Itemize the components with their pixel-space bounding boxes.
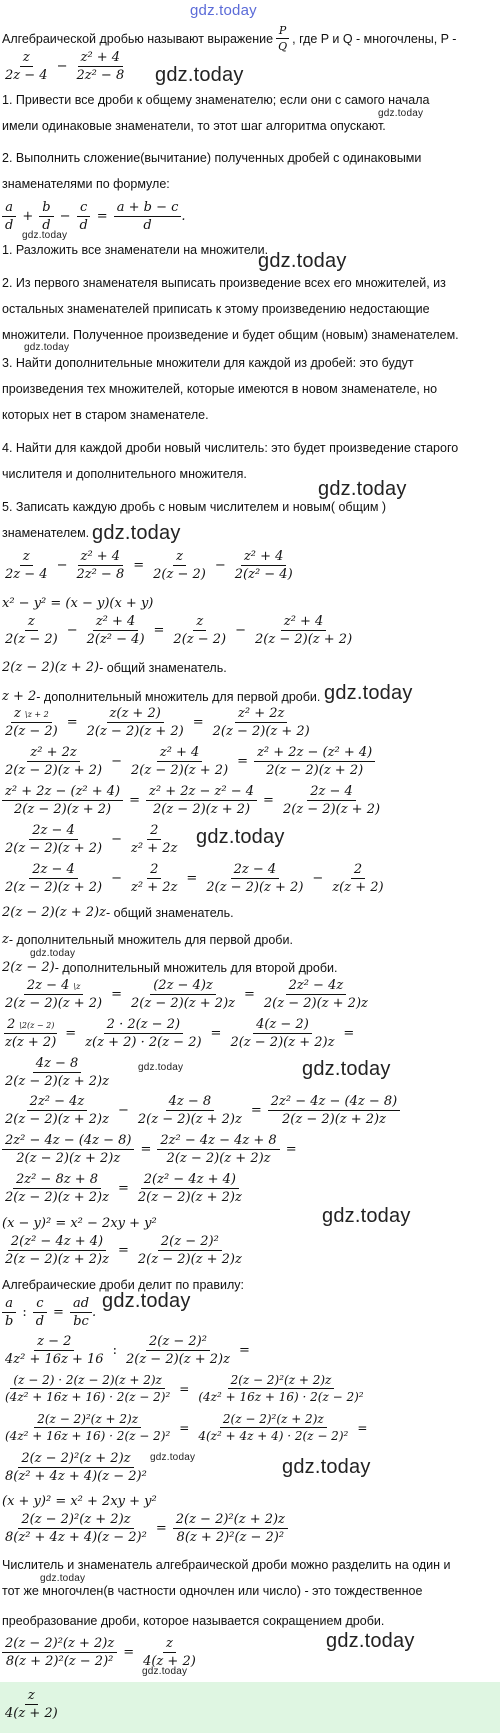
equation-13: $\frac{\text{2z² − 8z + 8}}{2(z - 2)(z + 2)z}$ = $\frac{\text{2(z² − 4z + 4)}}{2(z - 2)(z + 2)z}$ xyxy=(5,1172,242,1205)
sub5-line1: 5. Записать каждую дробь с новым числителем и новым( общим ) xyxy=(2,500,387,514)
watermark-small: gdz.today xyxy=(22,230,68,241)
equation-14: $\frac{\text{2(z² − 4z + 4)}}{2(z - 2)(z + 2)z}$ = $\frac{\text{2(z − 2)²}}{2(z - 2)(z + 2)z}$ xyxy=(5,1234,242,1267)
square-of-difference: (x − y)² = x² − 2xy + y² xyxy=(2,1216,157,1231)
equation-12: $\frac{\text{2z² − 4z − (4z − 8)}}{2(z - 2)(z + 2)z}$ = $\frac{\text{2z² − 4z − 4z + 8}}{2(z - 2)(z + 2)z}$ = xyxy=(2,1133,303,1166)
equation-8: $\frac{2z - 4 \backslash z}{2(z - 2)(z + 2)}$ = $\frac{(2z - 4)z}{2(z - 2)(z + 2)z}$ = $\frac{\text{2z² − 4z}}{2(z - 2)(z + 2)z}$ xyxy=(5,978,368,1011)
equation-5: $\frac{\text{z² + 2z − (z² + 4)}}{2(z - 2)(z + 2)}$ = $\frac{\text{z² + 2z − z² − 4}}{2(z - 2)(z + 2)}$ = $\frac{2z - 4}{2(z - 2)(z + 2)}$ xyxy=(2,784,383,817)
watermark: gdz.today xyxy=(324,682,413,704)
watermark: gdz.today xyxy=(302,1058,391,1080)
equation-9: $\frac{2 \backslash 2(z - 2)}{z(z + 2)}$ = $\frac{2 \cdot 2(z - 2)}{z(z + 2) \cdot 2(z - 2)}$ = $\frac{4(z - 2)}{2(z - 2)(z + 2)z}$ = xyxy=(5,1017,355,1050)
equation-17: $\frac{\text{2(z − 2)²(z + 2)z}}{\text{(4z² + 16z + 16) · 2(z − 2)²}}$ = $\frac{\text{2(z − 2)²(z + 2)z}}{\text{4(z² + 4z + 4) · 2(z − 2)²}}$ = xyxy=(5,1412,368,1443)
reduce-line1: Числитель и знаменатель алгебраической дроби можно разделить на один и xyxy=(2,1558,451,1572)
add-formula: $\frac{a}{d}$ + $\frac{b}{d}$ − $\frac{c}{d}$ = $\frac{a + b - c}{d}$ . xyxy=(2,200,186,233)
division-formula: $\frac{a}{b}$ : $\frac{c}{d}$ = $\frac{ad}{bc}$ . xyxy=(2,1296,96,1329)
equation-6: $\frac{2z - 4}{2(z - 2)(z + 2)}$ − $\frac{2}{\text{z² + 2z}}$ xyxy=(5,823,178,856)
sub3-line1: 3. Найти дополнительные множители для каждой из дробей: это будут xyxy=(2,356,414,370)
watermark: gdz.today xyxy=(258,250,347,272)
watermark-small: gdz.today xyxy=(150,1452,196,1463)
common-denominator-2: 2(z − 2)(z + 2)z - общий знаменатель. xyxy=(2,905,234,920)
watermark-small: gdz.today xyxy=(30,948,76,959)
reduce-line3: преобразование дроби, которое называется сокращением дроби. xyxy=(2,1614,385,1628)
watermark: gdz.today xyxy=(155,64,244,86)
watermark-small: gdz.today xyxy=(24,342,70,353)
sub3-line2: произведения тех множителей, которые имеются в новом знаменателе, но xyxy=(2,382,438,396)
watermark-small: gdz.today xyxy=(142,1666,188,1677)
equation-10: $\frac{4z - 8}{2(z - 2)(z + 2)z}$ xyxy=(5,1056,109,1089)
reduce-line2: тот же многочлен(в частности одночлен или число) - это тождественное xyxy=(2,1584,423,1598)
equation-11: $\frac{\text{2z² − 4z}}{2(z - 2)(z + 2)z}$ − $\frac{4z - 8}{2(z - 2)(z + 2)z}$ = $\frac{\text{2z² − 4z − (4z − 8)}}{2(z - 2)(z + 2)z}$ xyxy=(2,1094,400,1127)
answer: $\frac{z}{4(z + 2)}$ xyxy=(5,1688,58,1721)
sub4-line1: 4. Найти для каждой дроби новый числитель: это будет произведение старого xyxy=(2,441,459,455)
diff-of-squares: x² − y² = (x − y)(x + y) xyxy=(2,596,154,611)
step1-line2: имели одинаковые знаменатели, то этот шаг алгоритма опускают. xyxy=(2,119,386,133)
sub5-line2: знаменателем. xyxy=(2,526,90,540)
equation-20: $\frac{\text{2(z − 2)²(z + 2)z}}{\text{8(z + 2)²(z − 2)²}}$ = $\frac{z}{4(z + 2)}$ xyxy=(2,1636,199,1669)
step2-line1: 2. Выполнить сложение(вычитание) полученных дробей с одинаковыми xyxy=(2,151,422,165)
intro-fraction: $\frac{P}{Q}$ xyxy=(275,24,290,53)
equation-2: $\frac{z}{2(z - 2)}$ − $\frac{\text{z² + 4}}{\text{2(z² − 4)}}$ = $\frac{z}{2(z - 2)}$ − $\frac{\text{z² + 4}}{2(z - 2)(z + 2)}$ xyxy=(5,614,353,647)
equation-19: $\frac{\text{2(z − 2)²(z + 2)z}}{\text{8(z² + 4z + 4)(z − 2)²}}$ = $\frac{\text{2(z − 2)²(z + 2)z}}{\text{8(z + 2)²(z − 2)²}}$ xyxy=(2,1512,288,1545)
sub3-line3: которых нет в старом знаменателе. xyxy=(2,408,209,422)
watermark: gdz.today xyxy=(92,522,181,544)
division-rule: Алгебраические дроби делит по правилу: xyxy=(2,1278,244,1292)
watermark-top: gdz.today xyxy=(190,2,257,19)
answer-highlight xyxy=(0,1682,500,1733)
task-expression: $\frac{z}{2z - 4}$ − $\frac{\text{z² + 4}}{\text{2z² − 8}}$ xyxy=(5,50,125,83)
sub2-line1: 2. Из первого знаменателя выписать произведение всех его множителей, из xyxy=(2,276,446,290)
watermark: gdz.today xyxy=(196,826,285,848)
equation-18: $\frac{\text{2(z − 2)²(z + 2)z}}{\text{8(z² + 4z + 4)(z − 2)²}}$ xyxy=(5,1451,147,1484)
step1-line1: 1. Привести все дроби к общему знаменателю; если они с самого начала xyxy=(2,93,430,107)
equation-7: $\frac{2z - 4}{2(z - 2)(z + 2)}$ − $\frac{2}{\text{z² + 2z}}$ = $\frac{2z - 4}{2(z - 2)(z + 2)}$ − $\frac{2}{z(z + 2)}$ xyxy=(5,862,384,895)
equation-3: $\frac{z \backslash z + 2}{2(z - 2)}$ = $\frac{z(z + 2)}{2(z - 2)(z + 2)}$ = $\frac{\text{z² + 2z}}{2(z - 2)(z + 2)}$ xyxy=(5,706,310,739)
sub2-line2: остальных знаменателей приписать к этому произведению недостающие xyxy=(2,302,430,316)
sub2-line3: множители. Полученное произведение и будет общим (новым) знаменателем. xyxy=(2,328,459,342)
sub1: 1. Разложить все знаменатели на множители. xyxy=(2,243,269,257)
extra-factor-1: z + 2 - дополнительный множитель для первой дроби. xyxy=(2,689,321,704)
watermark: gdz.today xyxy=(102,1290,191,1312)
square-of-sum: (x + y)² = x² + 2xy + y² xyxy=(2,1494,157,1509)
intro-line xyxy=(2,24,456,53)
watermark: gdz.today xyxy=(318,478,407,500)
equation-15: $\frac{z - 2}{\text{4z² + 16z + 16}}$ : $\frac{\text{2(z − 2)²}}{2(z - 2)(z + 2)z}$ = xyxy=(5,1334,250,1367)
step2-line2: знаменателями по формуле: xyxy=(2,177,170,191)
watermark-small: gdz.today xyxy=(40,1573,86,1584)
equation-4: $\frac{\text{z² + 2z}}{2(z - 2)(z + 2)}$ − $\frac{\text{z² + 4}}{2(z - 2)(z + 2)}$ = $\frac{\text{z² + 2z − (z² + 4)}}{2(z - 2)(z + 2)}$ xyxy=(2,745,375,778)
extra-factor-2: z - дополнительный множитель для первой дроби. xyxy=(2,932,293,947)
watermark: gdz.today xyxy=(322,1205,411,1227)
watermark: gdz.today xyxy=(326,1630,415,1652)
equation-1: $\frac{z}{2z - 4}$ − $\frac{\text{z² + 4}}{\text{2z² − 8}}$ = $\frac{z}{2(z - 2)}$ − $\frac{\text{z² + 4}}{\text{2(z² − 4)}}$ xyxy=(5,549,293,582)
watermark-small: gdz.today xyxy=(138,1062,184,1073)
common-denominator-1: 2(z − 2)(z + 2) - общий знаменатель. xyxy=(2,660,227,675)
watermark-small: gdz.today xyxy=(378,108,424,119)
sub4-line2: числителя и дополнительного множителя. xyxy=(2,467,247,481)
intro-text: Алгебраической дробью называют выражение xyxy=(2,31,274,46)
intro-where: , где P и Q - многочлены, P - xyxy=(292,31,457,46)
watermark: gdz.today xyxy=(282,1456,371,1478)
extra-factor-3: 2(z − 2) - дополнительный множитель для второй дроби. xyxy=(2,960,338,975)
equation-16: $\frac{(z - 2) \cdot 2(z - 2)(z + 2)z}{\text{(4z² + 16z + 16) · 2(z − 2)²}}$ = $\frac{\text{2(z − 2)²(z + 2)z}}{\text{(4z² + 16z + 16) · 2(z − 2)²}}$ xyxy=(5,1373,364,1404)
